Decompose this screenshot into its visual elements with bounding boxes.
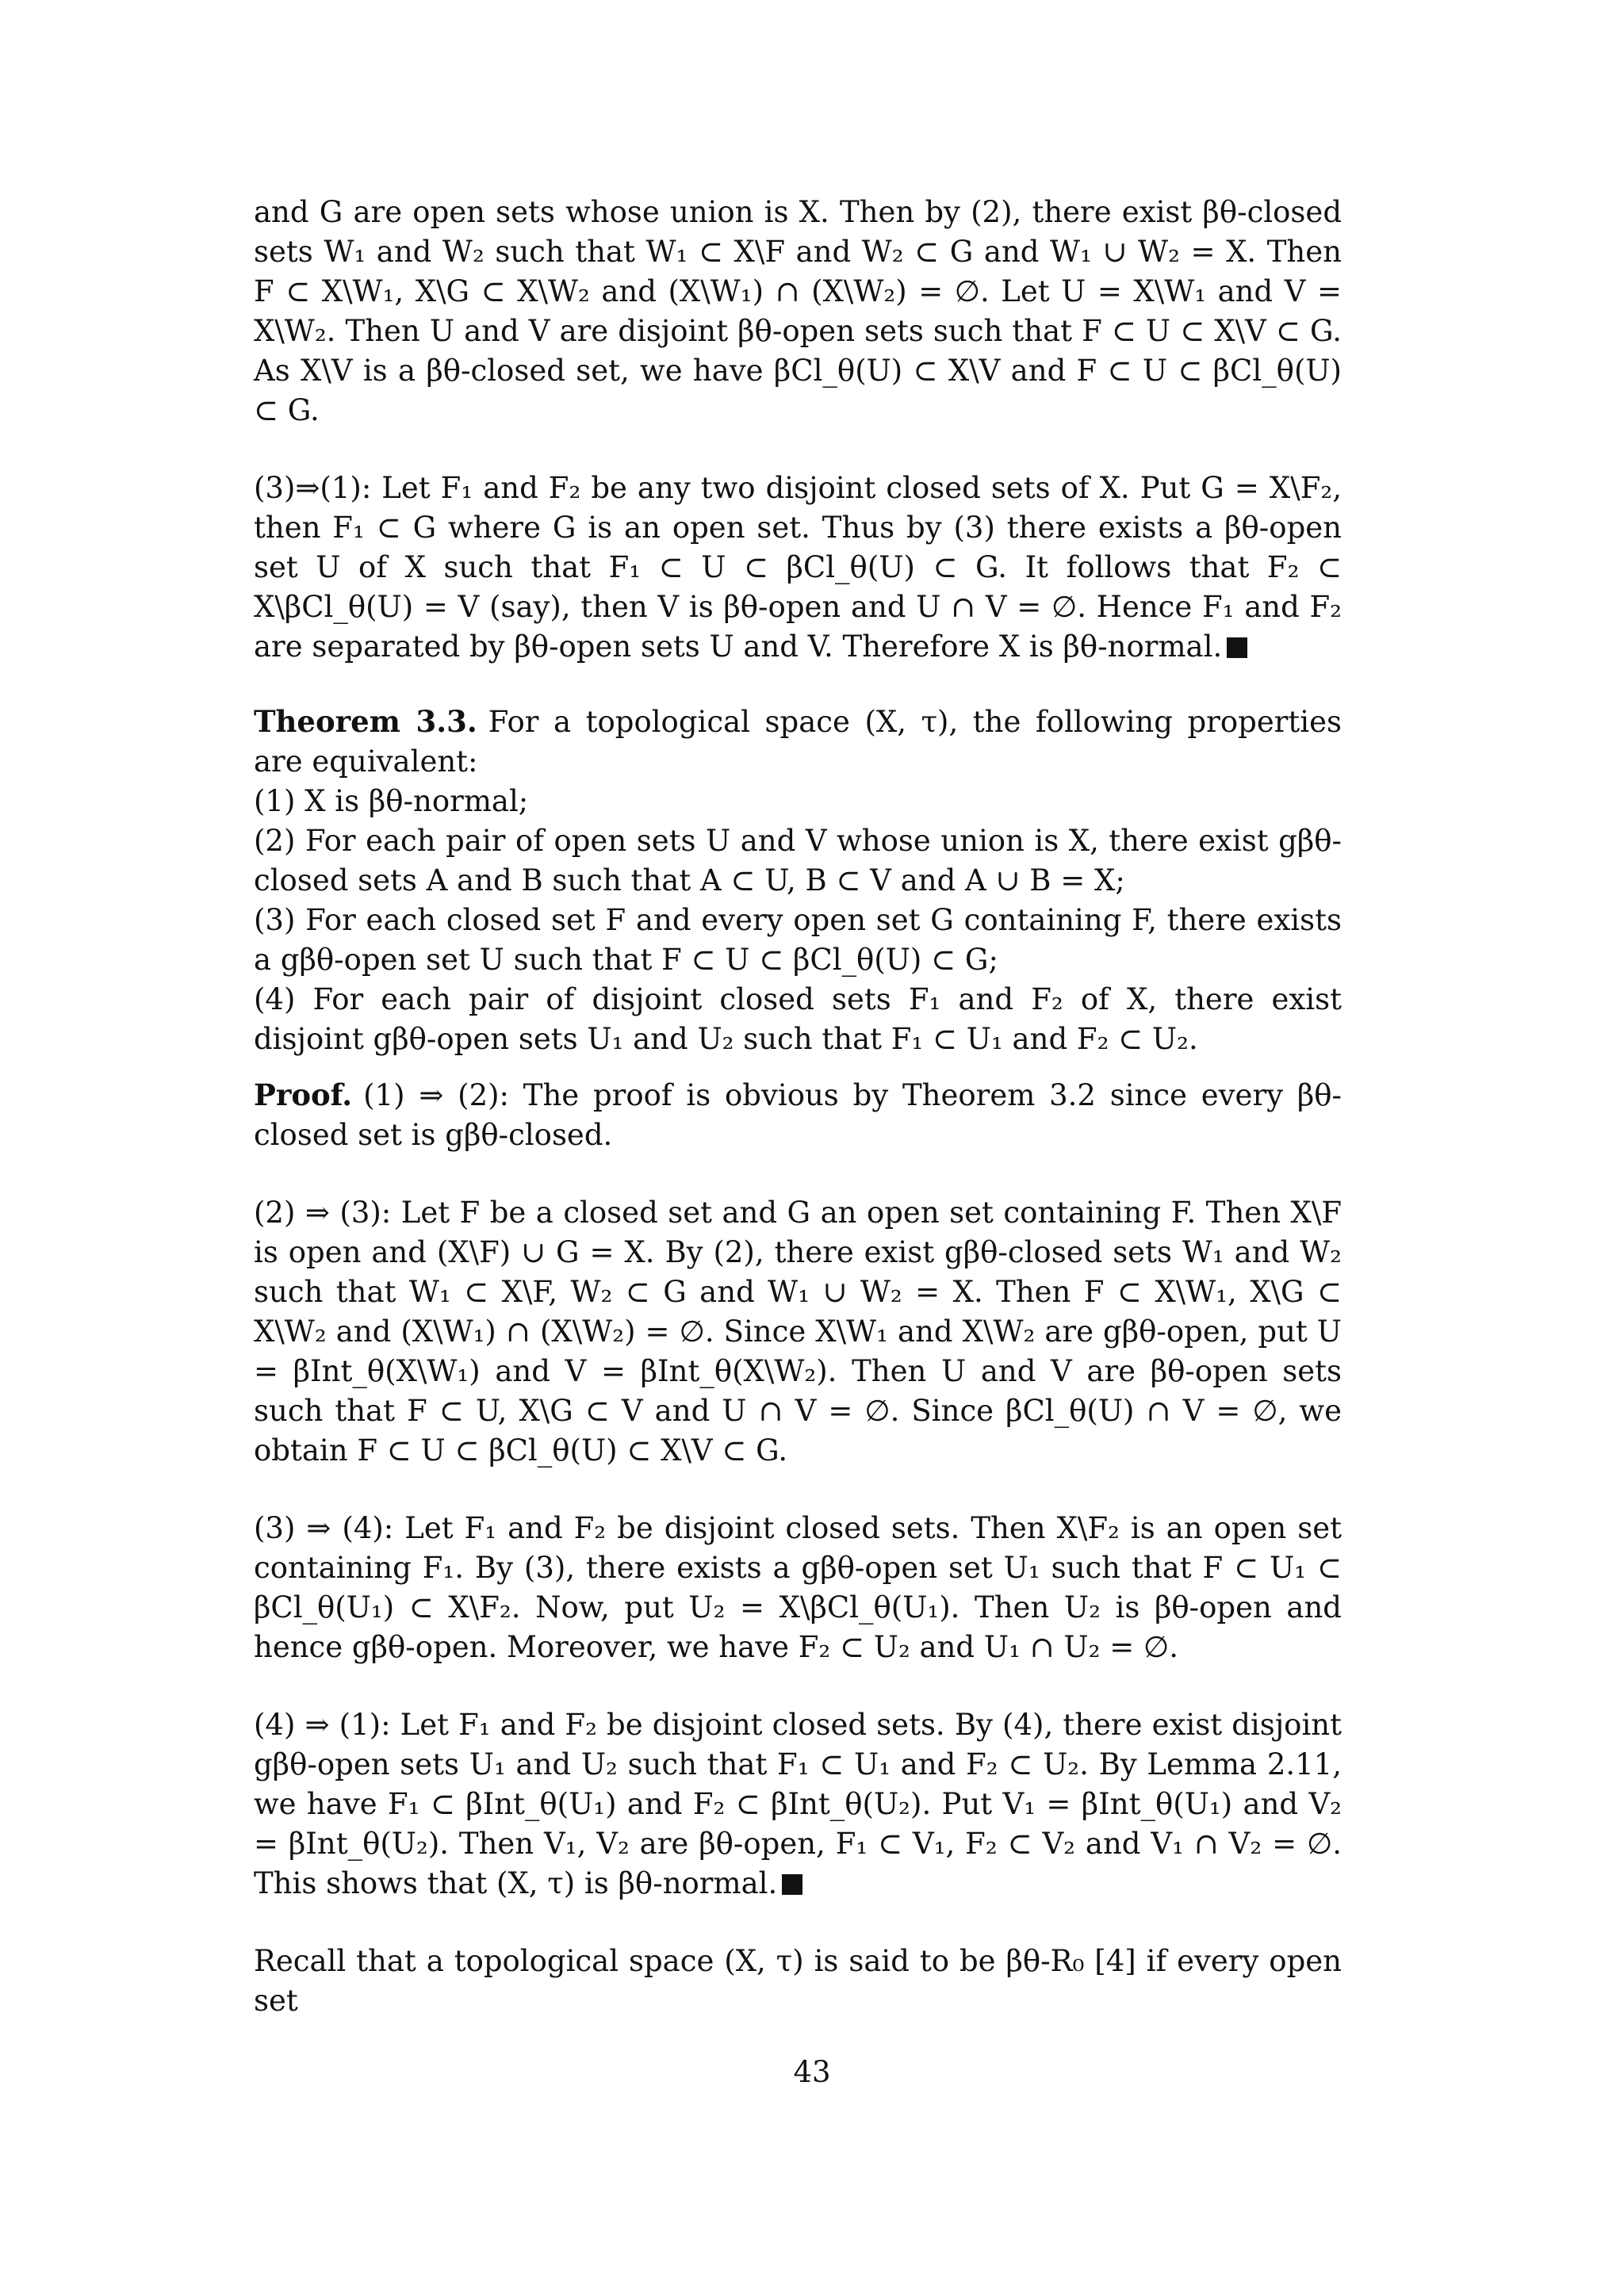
proof-paragraph: (3) ⇒ (4): Let F₁ and F₂ be disjoint closed sets. Then X\F₂ is an open set containing F₁. By (3), there exists a gβθ-open set U₁ such that F ⊂ U₁ ⊂ βCl_θ(U₁) ⊂ X\F₂. Now, put U₂ = X\βCl_θ(U₁). Then U₂ is βθ-open and hence gβθ-open. Moreover, we have F₂ ⊂ U₂ and U₁ ∩ U₂ = ∅. [254, 1511, 1342, 1664]
theorem-heading: Theorem 3.3. [254, 704, 477, 739]
proof-text: (1) ⇒ (2): The proof is obvious by Theorem 3.2 since every βθ-closed set is gβθ-closed. [254, 1078, 1342, 1152]
proof-text: (3)⇒(1): Let F₁ and F₂ be any two disjoint closed sets of X. Put G = X\F₂, then F₁ ⊂ G where G is an open set. Thus by (3) there exists a βθ-open set U of X such that F₁ ⊂ U ⊂ βCl_θ(U) ⊂ G. It follows that F₂ ⊂ X\βCl_θ(U) = V (say), then V is βθ-open and U ∩ V = ∅. Hence F₁ and F₂ are separated by βθ-open sets U and V. Therefore X is βθ-normal. [254, 471, 1342, 664]
page-number: 43 [793, 2055, 831, 2089]
proof-heading: Proof. [254, 1077, 353, 1112]
qed-square-icon [782, 1874, 802, 1895]
proof-text: (4) ⇒ (1): Let F₁ and F₂ be disjoint closed sets. By (4), there exist disjoint gβθ-open sets U₁ and U₂ such that F₁ ⊂ U₁ and F₂ ⊂ U₂. By Lemma 2.11, we have F₁ ⊂ βInt_θ(U₁) and F₂ ⊂ βInt_θ(U₂). Put V₁ = βInt_θ(U₁) and V₂ = βInt_θ(U₂). Then V₁, V₂ are βθ-open, F₁ ⊂ V₁, F₂ ⊂ V₂ and V₁ ∩ V₂ = ∅. This shows that (X, τ) is βθ-normal. [254, 1708, 1342, 1900]
theorem-item: (1) X is βθ-normal; [254, 784, 529, 818]
proof-paragraph: (2) ⇒ (3): Let F be a closed set and G an open set containing F. Then X\F is open and (X\F) ∪ G = X. By (2), there exist gβθ-closed sets W₁ and W₂ such that W₁ ⊂ X\F, W₂ ⊂ G and W₁ ∪ W₂ = X. Then F ⊂ X\W₁, X\G ⊂ X\W₂ and (X\W₁) ∩ (X\W₂) = ∅. Since X\W₁ and X\W₂ are gβθ-open, put U = βInt_θ(X\W₁) and V = βInt_θ(X\W₂). Then U and V are βθ-open sets such that F ⊂ U, X\G ⊂ V and U ∩ V = ∅. Since βCl_θ(U) ∩ V = ∅, we obtain F ⊂ U ⊂ βCl_θ(U) ⊂ X\V ⊂ G. [254, 1196, 1342, 1468]
recall-paragraph: Recall that a topological space (X, τ) is said to be βθ-R₀ [4] if every open set [254, 1944, 1342, 2018]
qed-square-icon [1227, 637, 1247, 658]
proof-paragraph: and G are open sets whose union is X. Then by (2), there exist βθ-closed sets W₁ and W₂ such that W₁ ⊂ X\F and W₂ ⊂ G and W₁ ∪ W₂ = X. Then F ⊂ X\W₁, X\G ⊂ X\W₂ and (X\W₁) ∩ (X\W₂) = ∅. Let U = X\W₁ and V = X\W₂. Then U and V are disjoint βθ-open sets such that F ⊂ U ⊂ X\V ⊂ G. As X\V is a βθ-closed set, we have βCl_θ(U) ⊂ X\V and F ⊂ U ⊂ βCl_θ(U) ⊂ G. [254, 195, 1342, 427]
theorem-item: (4) For each pair of disjoint closed sets F₁ and F₂ of X, there exist disjoint gβθ-open sets U₁ and U₂ such that F₁ ⊂ U₁ and F₂ ⊂ U₂. [254, 982, 1342, 1056]
theorem-intro [254, 702, 1342, 782]
page-body [254, 193, 1342, 2021]
proof-paragraph [254, 1705, 1342, 1904]
theorem-item: (2) For each pair of open sets U and V whose union is X, there exist gβθ-closed sets A and B such that A ⊂ U, B ⊂ V and A ∪ B = X; [254, 824, 1342, 897]
theorem-intro-text: For a topological space (X, τ), the following properties are equivalent: [254, 705, 1342, 779]
theorem-block [254, 702, 1342, 1059]
theorem-item: (3) For each closed set F and every open set G containing F, there exists a gβθ-open set U such that F ⊂ U ⊂ βCl_θ(U) ⊂ G; [254, 903, 1342, 977]
proof-paragraph [254, 469, 1342, 667]
proof-paragraph [254, 1075, 1342, 1155]
